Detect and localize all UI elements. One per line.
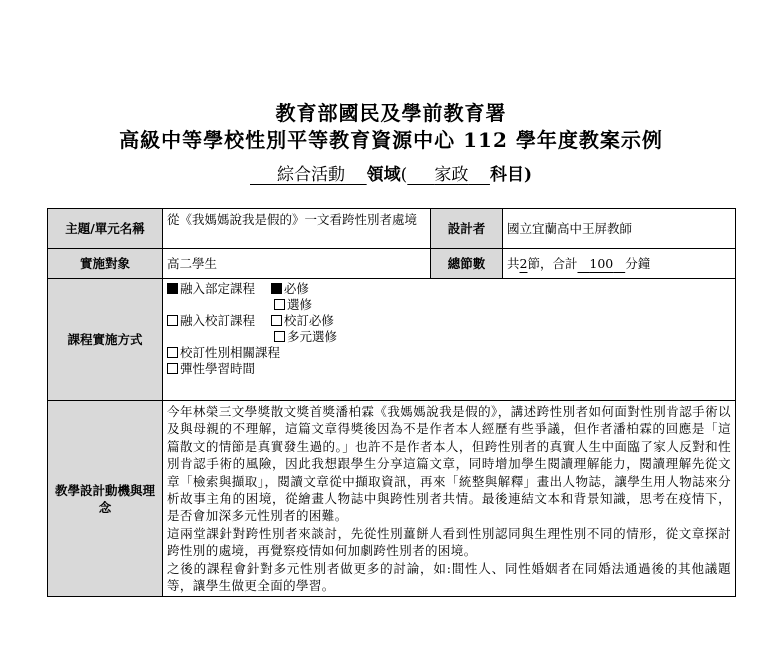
doc-title-center: 高級中等學校性別平等教育資源中心 112 學年度教案示例: [119, 128, 663, 152]
designer-value: 國立宜蘭高中王屏教師: [503, 209, 736, 249]
checkbox-school-icon[interactable]: [167, 315, 178, 326]
subject-label: 科目: [489, 165, 524, 185]
doc-subtitle: 綜合活動 領域( 家政 科目): [0, 160, 782, 185]
checkbox-flex-time-icon[interactable]: [167, 363, 178, 374]
checkbox-gender-course-icon[interactable]: [167, 347, 178, 358]
session-count: 2: [519, 256, 528, 271]
option-elective: 選修: [287, 297, 313, 312]
checkbox-dept-checked-icon[interactable]: [167, 283, 178, 294]
option-school-required: 校訂必修: [283, 313, 334, 328]
checkbox-required-checked-icon[interactable]: [271, 283, 282, 294]
sessions-value: 共2節，合計 100 分鐘: [503, 249, 736, 279]
option-diverse-elective: 多元選修: [287, 329, 338, 344]
checkbox-school-required-icon[interactable]: [271, 315, 282, 326]
sessions-label: 總節數: [431, 249, 503, 279]
designer-label: 設計者: [431, 209, 503, 249]
method-options: [163, 279, 736, 401]
row-target: [48, 249, 736, 279]
design-paragraph-2: 這兩堂課針對跨性別者來談討，先從性別薑餅人看到性別認同與生理性別不同的情形，從文章探討跨性別的處境，再覺察疫情如何加劇跨性別者的困境。: [167, 525, 731, 559]
theme-value: 從《我媽媽說我是假的》一文看跨性別者處境: [163, 209, 431, 249]
domain-label: 領域: [366, 165, 401, 185]
design-text: [163, 401, 736, 597]
option-flex-time: 彈性學習時間: [180, 361, 256, 376]
domain-value: 綜合活動: [277, 165, 346, 185]
lesson-plan-table: [47, 208, 736, 597]
theme-label: 主題/單元名稱: [48, 209, 163, 249]
checkbox-diverse-elective-icon[interactable]: [274, 331, 285, 342]
session-minutes: 100: [589, 256, 614, 271]
doc-title-agency: 教育部國民及學前教育署: [275, 101, 507, 125]
option-gender-course: 校訂性別相關課程: [180, 345, 281, 360]
option-school: 融入校訂課程: [180, 313, 256, 328]
design-label: 教學設計動機與理念: [48, 401, 163, 597]
target-label: 實施對象: [48, 249, 163, 279]
design-paragraph-1: 今年林榮三文學獎散文獎首獎潘柏霖《我媽媽說我是假的》，講述跨性別者如何面對性別肯認手術以及與母親的不理解，這篇文章得獎後因為不是作者本人經歷有些爭議，但作者潘柏霖的回應是「這篇散文的情節是真實發生過的。」也許不是作者本人，但跨性別者的真實人生中面臨了家人反對和性別肯認手術的風險，因此我想跟學生分享這篇文章，同時增加學生閱讀理解能力，閱讀理解先從文章「檢索與擷取」，閱讀文章從中擷取資訊，再來「統整與解釋」畫出人物誌，讓學生用人物誌來分析故事主角的困境，從繪畫人物誌中與跨性別者共情。最後連結文本和背景知識，思考在疫情下，是否會加深多元性別者的困難。: [167, 404, 731, 524]
design-paragraph-3: 之後的課程會針對多元性別者做更多的討論，如:間性人、同性婚姻者在同婚法通過後的其他議題等，讓學生做更全面的學習。: [167, 560, 731, 594]
checkbox-elective-icon[interactable]: [274, 299, 285, 310]
domain-field: [250, 165, 367, 185]
target-value: 高二學生: [163, 249, 431, 279]
row-theme: [48, 209, 736, 249]
row-design: [48, 401, 736, 597]
option-required: 必修: [283, 281, 309, 296]
method-label: 課程實施方式: [48, 279, 163, 401]
option-dept: 融入部定課程: [180, 281, 256, 296]
subject-value: 家政: [434, 165, 469, 185]
subject-field: [407, 165, 490, 185]
row-method: [48, 279, 736, 401]
